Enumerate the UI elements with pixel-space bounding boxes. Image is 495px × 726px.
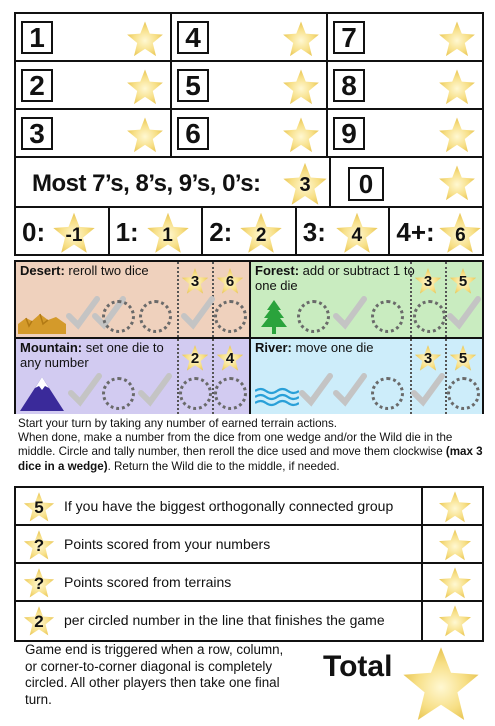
terrain-name: Forest:	[255, 263, 300, 278]
points-value: -1	[65, 225, 83, 246]
pine-tree-icon	[261, 300, 287, 334]
game-end-text: Game end is triggered when a row, column, or corner-to-corner diagonal is completely circled. All other players then take one final turn.	[25, 642, 284, 707]
divider	[421, 564, 423, 600]
terrain-forest	[251, 262, 482, 337]
terrain-river	[251, 339, 482, 414]
zero-scoring-cell	[110, 208, 204, 254]
scoring-label: Points scored from terrains	[64, 574, 232, 590]
number-box: 8	[333, 69, 365, 102]
terrain-name: Mountain:	[20, 340, 83, 355]
points-value: ?	[33, 574, 45, 593]
total-label: Total	[323, 650, 393, 683]
star-icon	[126, 116, 164, 154]
number-box: 9	[333, 117, 365, 150]
empty-circle[interactable]	[214, 377, 247, 410]
terrain-mountain	[16, 339, 249, 414]
points-star	[449, 344, 477, 372]
star-icon	[282, 20, 320, 58]
empty-circle[interactable]	[297, 300, 330, 333]
scoring-label: Points scored from your numbers	[64, 536, 271, 552]
zero-scoring-cell	[297, 208, 391, 254]
star-icon	[438, 164, 476, 202]
star-icon	[126, 20, 164, 58]
scoring-row	[16, 488, 482, 526]
rules-text-bold: (max 3 dice in a wedge)	[18, 445, 483, 473]
check-mark-icon	[299, 373, 333, 407]
points-value: 5	[458, 273, 468, 290]
empty-circle[interactable]	[447, 377, 480, 410]
number-cell-8[interactable]	[328, 62, 482, 108]
count-label: 0:	[22, 217, 46, 247]
terrain-desert	[16, 262, 249, 337]
number-cell-5[interactable]	[172, 62, 328, 108]
number-grid	[14, 12, 484, 156]
check-mark-icon	[68, 373, 102, 407]
points-value: 4	[351, 225, 363, 246]
divider	[177, 262, 179, 337]
star-icon	[282, 116, 320, 154]
zero-scoring-cell	[16, 208, 110, 254]
divider	[177, 339, 179, 414]
scoring-row	[16, 564, 482, 602]
points-star	[216, 267, 244, 295]
total-star-icon[interactable]	[400, 644, 482, 724]
points-star	[216, 344, 244, 372]
empty-circle[interactable]	[371, 300, 404, 333]
points-star	[335, 211, 379, 255]
points-star	[23, 491, 55, 523]
scoring-label: If you have the biggest orthogonally connected group	[64, 498, 394, 514]
number-cell-4[interactable]	[172, 14, 328, 60]
most-label: Most 7’s, 8’s, 9’s, 0’s:	[32, 170, 261, 197]
terrain-description	[20, 263, 149, 278]
number-box: 5	[177, 69, 209, 102]
star-icon	[438, 68, 476, 106]
star-icon[interactable]	[437, 528, 473, 562]
star-icon[interactable]	[437, 566, 473, 600]
most-row	[14, 156, 484, 206]
empty-circle[interactable]	[413, 300, 446, 333]
empty-circle[interactable]	[179, 377, 212, 410]
points-star	[146, 211, 190, 255]
count-label: 1:	[115, 217, 139, 247]
star-icon	[126, 68, 164, 106]
empty-circle[interactable]	[102, 300, 135, 333]
divider	[16, 337, 482, 339]
terrain-panel	[14, 260, 484, 414]
points-value: 2	[190, 350, 200, 367]
points-star	[23, 567, 55, 599]
rules-text	[18, 417, 483, 474]
rules-text-part: When done, make a number from the dice from one wedge and/or the Wild die in the middle. Circle and tally number, then reroll the dice used and move them clockwise	[18, 431, 453, 459]
terrain-description	[255, 263, 415, 293]
points-star	[52, 211, 96, 255]
count-label: 3:	[302, 217, 326, 247]
points-value: 6	[455, 225, 466, 246]
mountain-range-icon	[18, 312, 66, 334]
empty-circle[interactable]	[371, 377, 404, 410]
scoring-row	[16, 602, 482, 640]
number-cell-1[interactable]	[16, 14, 172, 60]
rules-line: Start your turn by taking any number of earned terrain actions.	[18, 417, 337, 430]
check-mark-icon	[138, 373, 172, 407]
zero-number-box[interactable]: 0	[348, 167, 384, 201]
points-star	[181, 267, 209, 295]
number-row	[14, 60, 484, 108]
points-star	[282, 161, 328, 207]
divider	[421, 488, 423, 524]
scoring-table	[14, 486, 484, 642]
divider	[329, 158, 331, 206]
points-star	[23, 605, 55, 637]
terrain-name: Desert:	[20, 263, 65, 278]
rules-text-part: . Return the Wild die to the middle, if needed.	[107, 459, 340, 473]
check-mark-icon	[411, 373, 445, 407]
points-value: 3	[423, 350, 433, 367]
check-mark-icon	[333, 373, 367, 407]
points-value: 3	[299, 174, 311, 196]
snow-mountain-icon	[20, 377, 64, 411]
scoring-row	[16, 526, 482, 564]
zero-scoring-cell	[390, 208, 482, 254]
number-cell-2[interactable]	[16, 62, 172, 108]
points-star	[414, 344, 442, 372]
zero-scoring-cell	[203, 208, 297, 254]
number-box: 6	[177, 117, 209, 150]
number-row	[14, 108, 484, 156]
number-cell-6[interactable]	[172, 110, 328, 156]
points-value: 3	[423, 273, 433, 290]
divider	[445, 339, 447, 414]
points-value: 3	[190, 273, 200, 290]
scoring-label: per circled number in the line that finishes the game	[64, 612, 385, 628]
check-mark-icon	[447, 296, 481, 330]
points-value: ?	[33, 536, 45, 555]
terrain-action: set one die to any number	[20, 340, 164, 370]
points-star	[438, 211, 482, 255]
number-cell-9[interactable]	[328, 110, 482, 156]
points-value: 2	[255, 225, 267, 246]
number-cell-3[interactable]	[16, 110, 172, 156]
rules-line	[18, 431, 483, 474]
star-icon[interactable]	[437, 604, 473, 638]
number-cell-7[interactable]	[328, 14, 482, 60]
terrain-name: River:	[255, 340, 292, 355]
empty-circle[interactable]	[139, 300, 172, 333]
points-star	[181, 344, 209, 372]
points-value: 5	[34, 498, 44, 517]
star-icon	[438, 116, 476, 154]
points-star	[449, 267, 477, 295]
zero-scoring-row	[14, 206, 484, 256]
points-star	[239, 211, 283, 255]
count-label: 2:	[209, 217, 233, 247]
empty-circle[interactable]	[214, 300, 247, 333]
divider	[421, 526, 423, 562]
terrain-description	[255, 340, 374, 355]
points-value: 4	[225, 350, 235, 367]
divider	[421, 602, 423, 640]
star-icon	[282, 68, 320, 106]
points-star	[23, 529, 55, 561]
number-box: 2	[21, 69, 53, 102]
terrain-description	[20, 340, 178, 370]
star-icon	[438, 20, 476, 58]
points-value: 6	[225, 273, 235, 290]
number-box: 3	[21, 117, 53, 150]
terrain-action: add or subtract 1 to one die	[255, 263, 415, 293]
points-value: 5	[458, 350, 468, 367]
points-value: 1	[162, 225, 173, 246]
points-value: 2	[34, 612, 44, 631]
water-waves-icon	[255, 387, 299, 407]
divider	[212, 339, 214, 414]
check-mark-icon	[181, 296, 215, 330]
count-label: 4+:	[396, 217, 435, 247]
number-box: 7	[333, 21, 365, 54]
number-box: 4	[177, 21, 209, 54]
number-box: 1	[21, 21, 53, 54]
star-icon[interactable]	[437, 490, 473, 524]
terrain-action: reroll two dice	[64, 263, 149, 278]
divider	[410, 262, 412, 337]
check-mark-icon	[333, 296, 367, 330]
terrain-action: move one die	[291, 340, 374, 355]
number-row	[14, 12, 484, 60]
empty-circle[interactable]	[102, 377, 135, 410]
points-star	[414, 267, 442, 295]
